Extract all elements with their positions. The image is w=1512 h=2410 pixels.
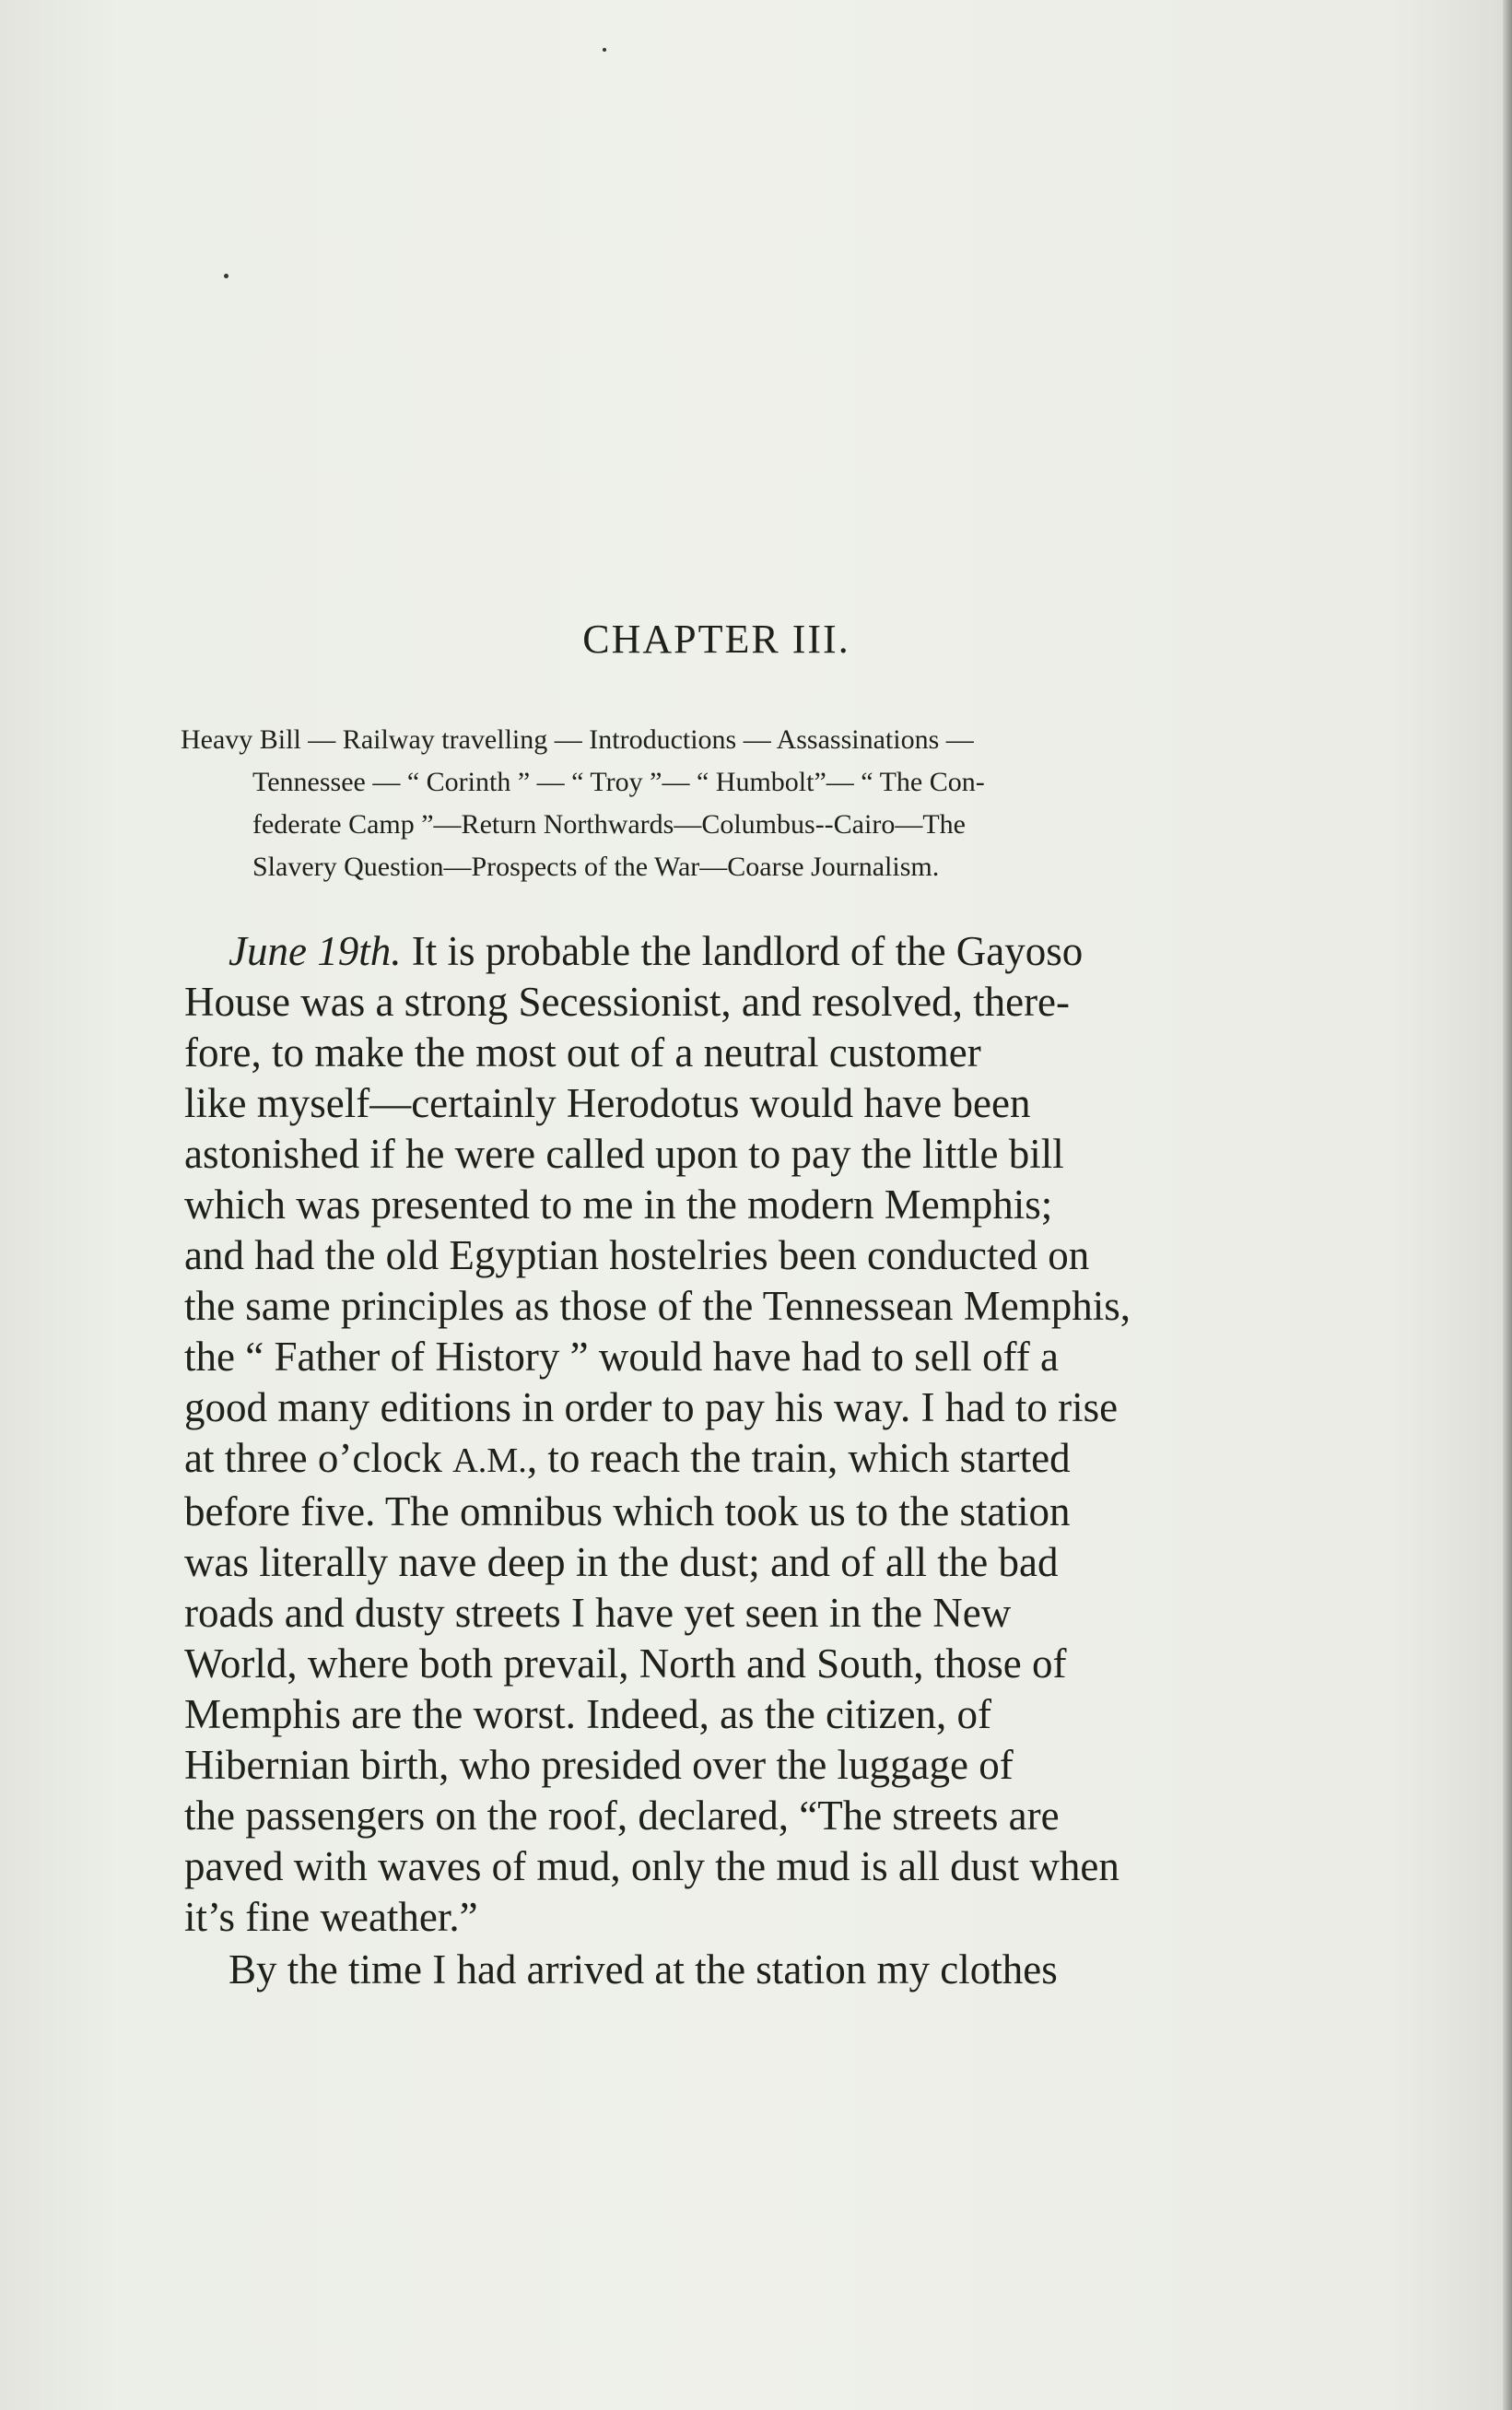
entry-date: June 19th. [229,928,402,974]
text-line: the passengers on the roof, declared, “The streets are [184,1793,1060,1839]
text-line: House was a strong Secessionist, and resolved, there- [184,979,1071,1025]
text-line: it’s fine weather.” [184,1894,478,1940]
time-abbreviation: A.M. [452,1441,527,1480]
text-line: By the time I had arrived at the station my clothes [229,1946,1058,1993]
text-line: was literally nave deep in the dust; and of all the bad [184,1539,1059,1585]
text-line: paved with waves of mud, only the mud is all dust when [184,1843,1119,1889]
body-text [184,926,1264,1995]
text-line: astonished if he were called upon to pay the little bill [184,1131,1064,1177]
text-line: Hibernian birth, who presided over the luggage of [184,1742,1014,1788]
paper-speck [224,274,229,278]
text-line: Memphis are the worst. Indeed, as the citizen, of [184,1691,991,1737]
summary-line: Tennessee — “ Corinth ” — “ Troy ”— “ Humbolt”— “ The Con- [252,767,985,797]
text-line: roads and dusty streets I have yet seen in the New [184,1590,1012,1636]
summary-line: federate Camp ”—Return Northwards—Columbus--Cairo—The [252,809,966,840]
text-line: before five. The omnibus which took us to the station [184,1488,1071,1534]
text-line: World, where both prevail, North and South, those of [184,1640,1067,1687]
paper-speck [603,48,606,52]
text-line: the “ Father of History ” would have had to sell off a [184,1334,1059,1380]
text-line [184,1433,1264,1487]
text-fragment: It is probable the landlord of the Gayoso [401,928,1084,974]
text-line: good many editions in order to pay his way. I had to rise [184,1384,1119,1430]
text-line: fore, to make the most out of a neutral customer [184,1029,981,1076]
text-fragment: , to reach the train, which started [526,1435,1071,1481]
text-line: like myself—certainly Herodotus would have been [184,1080,1031,1126]
summary-line: Slavery Question—Prospects of the War—Coarse Journalism. [252,852,940,882]
text-fragment: at three o’clock [184,1435,453,1481]
text-line: which was presented to me in the modern Memphis; [184,1181,1053,1228]
summary-line: Heavy Bill — Railway travelling — Introductions — Assassinations — [181,724,974,755]
chapter-summary [181,719,1240,888]
page-edge-shadow [1503,0,1512,2410]
chapter-title: CHAPTER III. [582,617,850,662]
text-line: the same principles as those of the Tennessean Memphis, [184,1283,1131,1329]
text-line [184,926,1264,977]
text-line: and had the old Egyptian hostelries been conducted on [184,1232,1090,1278]
